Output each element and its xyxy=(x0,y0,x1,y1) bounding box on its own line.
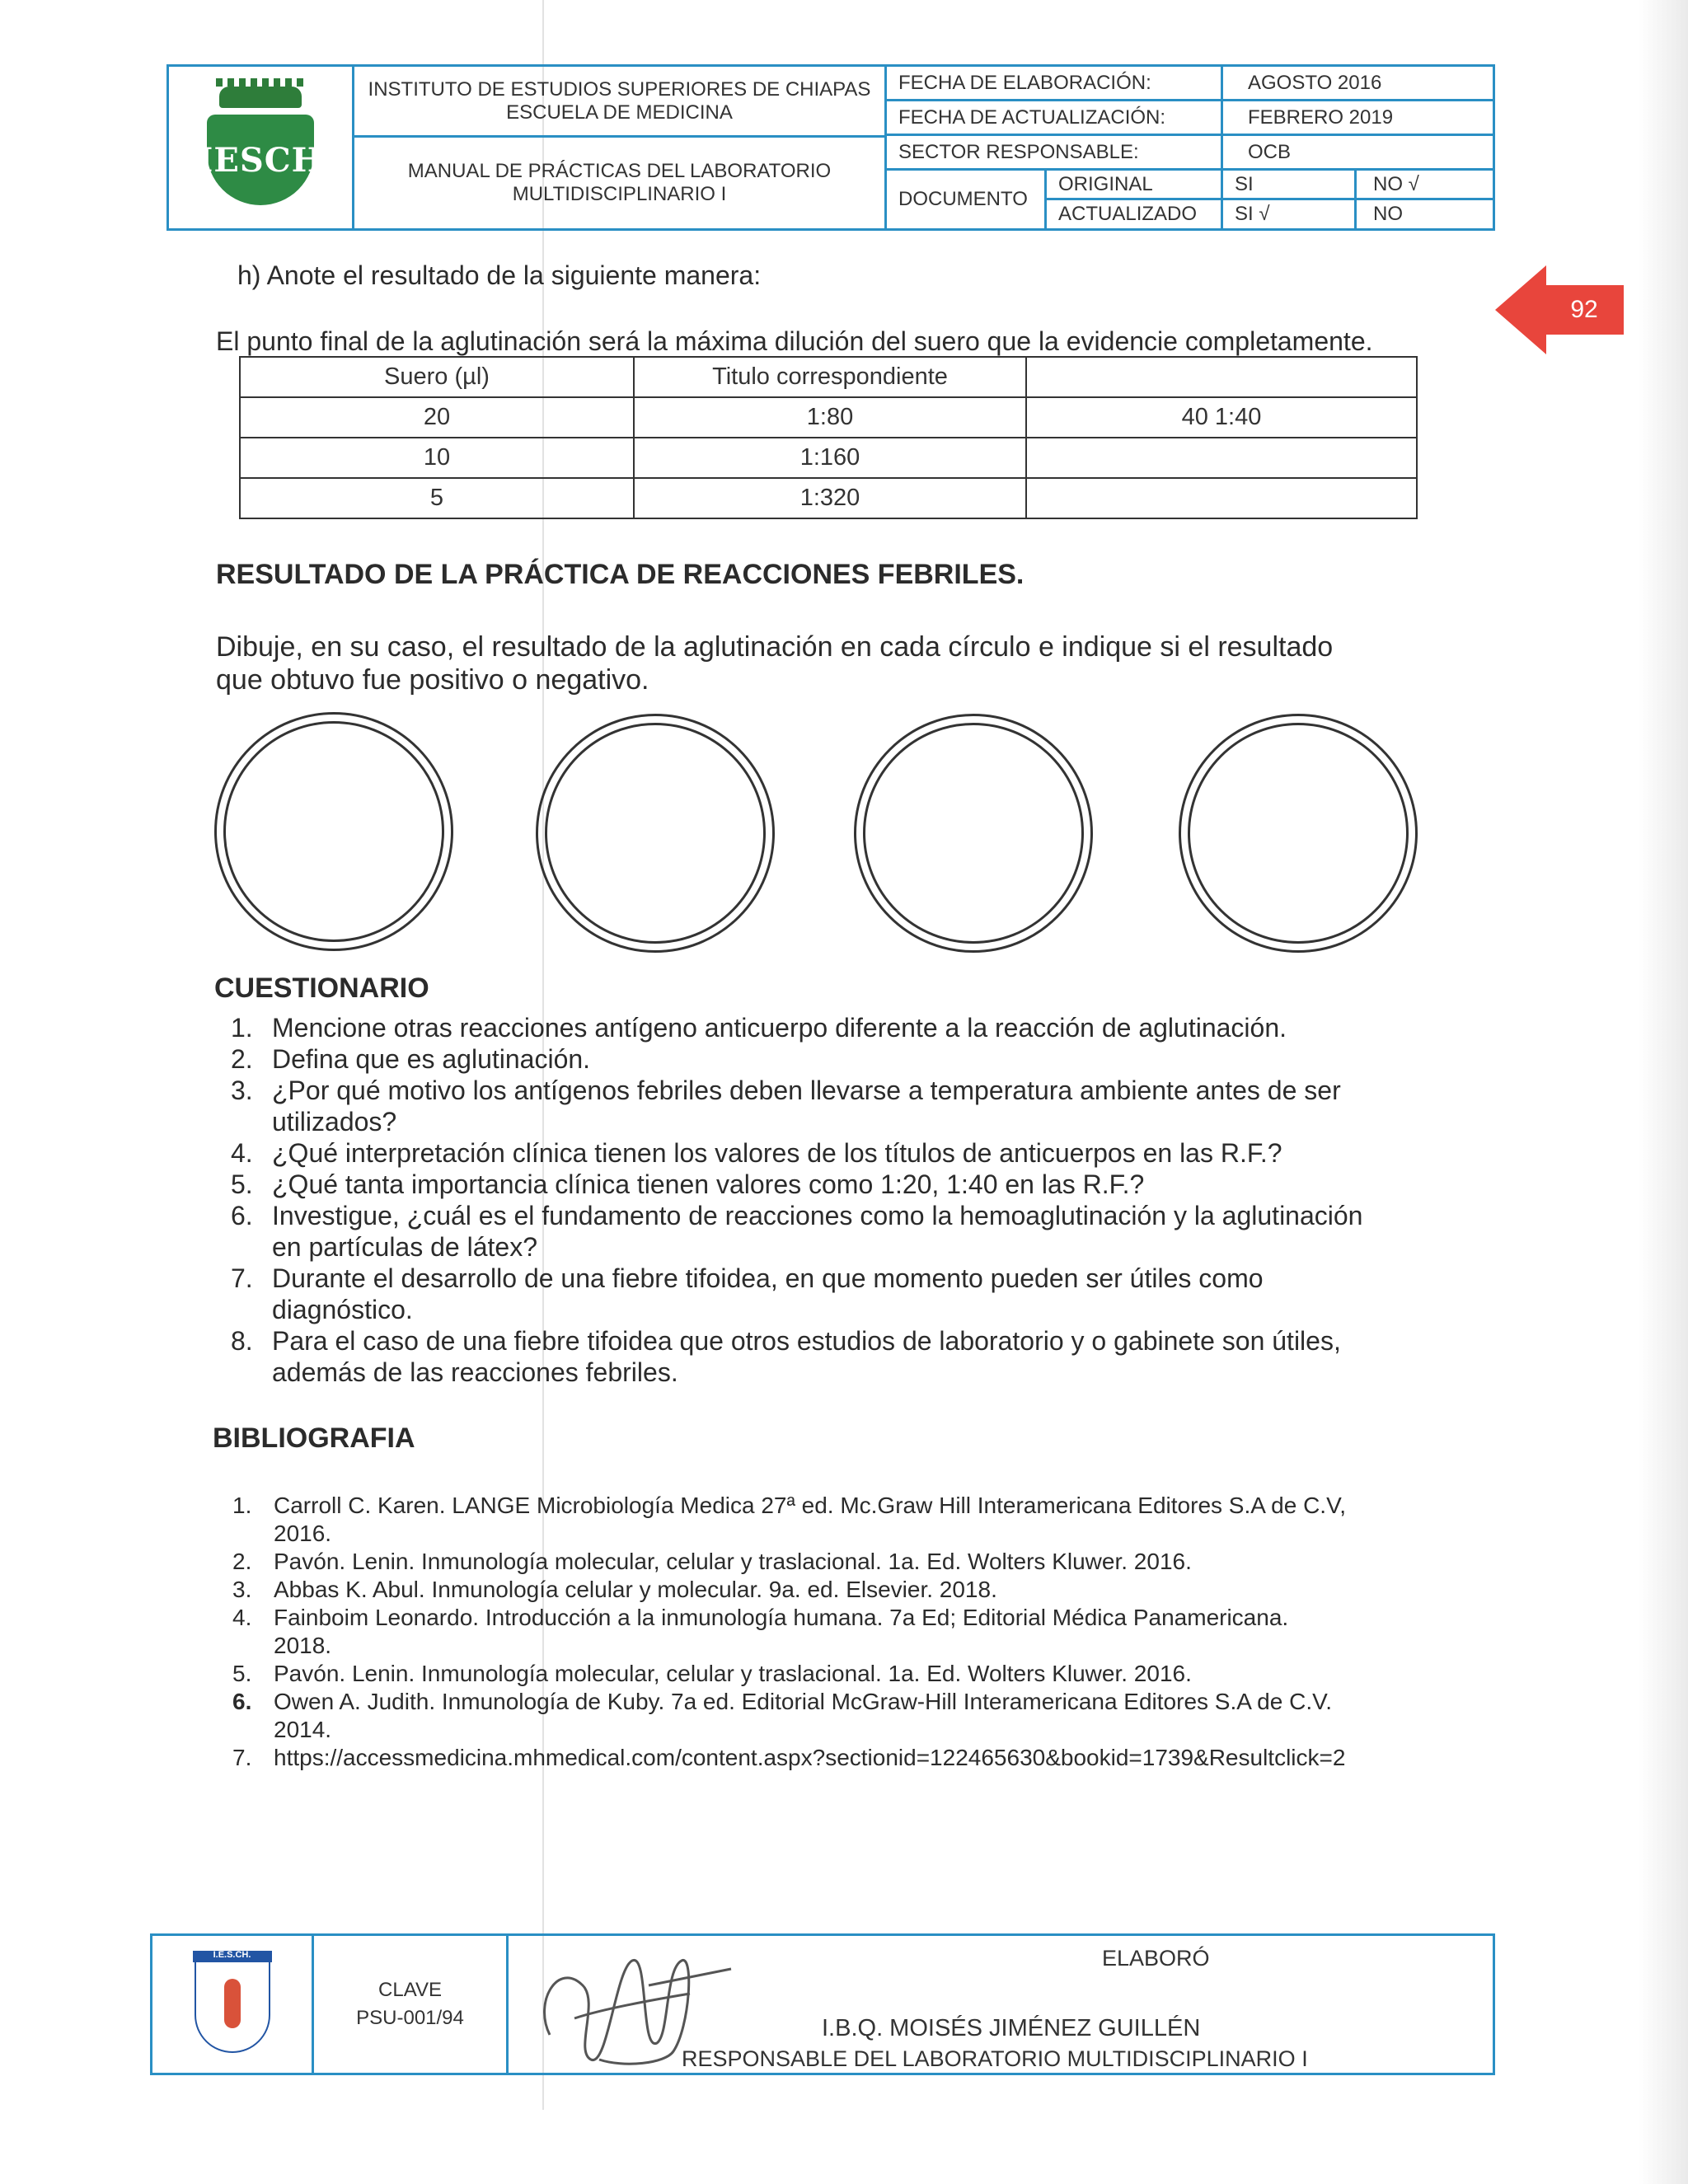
sector-label: SECTOR RESPONSABLE: xyxy=(887,136,1223,171)
original-si: SI xyxy=(1223,171,1357,200)
bibliografia-heading: BIBLIOGRAFIA xyxy=(213,1422,415,1454)
table-row xyxy=(240,397,1417,438)
original-label: ORIGINAL xyxy=(1047,171,1223,200)
reference-number: 5. xyxy=(232,1661,252,1686)
list-item xyxy=(214,1263,1434,1325)
cuestionario-heading: CUESTIONARIO xyxy=(214,972,429,1004)
table-cell: 1:80 xyxy=(634,397,1026,438)
footer-logo-cell xyxy=(152,1936,314,2073)
step-h: h) Anote el resultado de la siguiente manera: xyxy=(237,260,762,290)
table-row xyxy=(240,478,1417,518)
question-number: 8. xyxy=(231,1326,253,1356)
question-text: Durante el desarrollo de una fiebre tifoidea, en que momento pueden ser útiles como xyxy=(272,1263,1264,1293)
question-number: 7. xyxy=(231,1263,253,1293)
list-item xyxy=(216,1688,1436,1744)
arrow-left-icon xyxy=(1495,265,1546,354)
logo-text: IESCH xyxy=(197,140,324,180)
question-number: 2. xyxy=(231,1044,253,1074)
table-header-row xyxy=(240,357,1417,397)
table-header-cell: Titulo correspondiente xyxy=(634,357,1026,397)
list-item xyxy=(214,1012,1434,1043)
document-footer xyxy=(150,1933,1495,2075)
list-item xyxy=(216,1548,1436,1576)
drawing-circle[interactable] xyxy=(214,712,453,951)
actualizado-label: ACTUALIZADO xyxy=(1047,200,1223,228)
question-list xyxy=(214,1012,1434,1388)
original-no: NO √ xyxy=(1357,171,1493,200)
actualizado-si: SI √ xyxy=(1223,200,1357,228)
page-number-tab xyxy=(1495,265,1624,354)
question-text: utilizados? xyxy=(272,1107,397,1137)
table-cell: 20 xyxy=(240,397,634,438)
reference-number: 6. xyxy=(232,1689,252,1714)
page-number: 92 xyxy=(1545,285,1624,335)
question-text: ¿Qué tanta importancia clínica tienen valores como 1:20, 1:40 en las R.F.? xyxy=(272,1169,1145,1199)
drawing-circle[interactable] xyxy=(536,714,775,953)
table-cell: 1:160 xyxy=(634,438,1026,478)
question-text: Defina que es aglutinación. xyxy=(272,1044,591,1074)
question-text: Investigue, ¿cuál es el fundamento de reacciones como la hemoaglutinación y la aglutinación xyxy=(272,1201,1363,1230)
footer-logo-banner xyxy=(193,1951,272,1962)
list-item xyxy=(214,1075,1434,1137)
drawing-circle[interactable] xyxy=(854,714,1093,953)
question-text: Para el caso de una fiebre tifoidea que otros estudios de laboratorio y o gabinete son útiles, xyxy=(272,1326,1341,1356)
list-item xyxy=(214,1200,1434,1263)
documento-label: DOCUMENTO xyxy=(887,171,1047,228)
list-item xyxy=(216,1660,1436,1688)
dilution-table xyxy=(239,356,1418,519)
question-number: 5. xyxy=(231,1169,253,1199)
table-cell: 10 xyxy=(240,438,634,478)
result-instruction-line2: que obtuvo fue positivo o negativo. xyxy=(216,664,649,696)
reference-number: 3. xyxy=(232,1577,252,1602)
question-number: 1. xyxy=(231,1013,253,1043)
drawing-circle[interactable] xyxy=(1179,714,1418,953)
table-row xyxy=(240,438,1417,478)
fecha-elaboracion-label: FECHA DE ELABORACIÓN: xyxy=(887,67,1223,101)
list-item xyxy=(214,1325,1434,1388)
crown-icon xyxy=(219,87,302,108)
school-name: ESCUELA DE MEDICINA xyxy=(506,101,733,124)
table-cell xyxy=(1026,438,1417,478)
reference-text: 2014. xyxy=(274,1717,332,1742)
institute-name: INSTITUTO DE ESTUDIOS SUPERIORES DE CHIAPAS xyxy=(368,77,871,101)
elaboro-label: ELABORÓ xyxy=(1102,1946,1210,1971)
list-item xyxy=(216,1744,1436,1772)
institute-cell xyxy=(354,67,887,138)
question-text: diagnóstico. xyxy=(272,1295,413,1324)
question-number: 6. xyxy=(231,1201,253,1230)
table-cell xyxy=(1026,478,1417,518)
reference-number: 2. xyxy=(232,1549,252,1574)
figure-icon xyxy=(224,1979,241,2028)
document-header xyxy=(166,64,1495,231)
reference-number: 7. xyxy=(232,1745,252,1770)
manual-title-line2: MULTIDISCIPLINARIO I xyxy=(512,183,727,205)
reference-text: Abbas K. Abul. Inmunología celular y molecular. 9a. ed. Elsevier. 2018. xyxy=(274,1577,997,1602)
question-text: además de las reacciones febriles. xyxy=(272,1357,678,1387)
reference-text: Fainboim Leonardo. Introducción a la inmunología humana. 7a Ed; Editorial Médica Panamericana. xyxy=(274,1605,1289,1630)
responsible-role: RESPONSABLE DEL LABORATORIO MULTIDISCIPLINARIO I xyxy=(682,2046,1308,2071)
header-logo-cell xyxy=(169,67,354,228)
question-text: en partículas de látex? xyxy=(272,1232,537,1262)
sector-value: OCB xyxy=(1223,136,1493,171)
table-header-cell xyxy=(1026,357,1417,397)
table-cell: 5 xyxy=(240,478,634,518)
fecha-elaboracion-value: AGOSTO 2016 xyxy=(1223,67,1493,101)
result-heading: RESULTADO DE LA PRÁCTICA DE REACCIONES FEBRILES. xyxy=(216,559,1025,590)
reference-text: 2018. xyxy=(274,1633,332,1658)
scan-edge-shade xyxy=(1639,0,1688,2184)
question-number: 3. xyxy=(231,1076,253,1105)
iesch-logo xyxy=(199,82,322,213)
reference-number: 4. xyxy=(232,1605,252,1630)
table-cell: 1:320 xyxy=(634,478,1026,518)
list-item xyxy=(216,1604,1436,1660)
elaboro-cell xyxy=(509,1936,1493,2073)
list-item xyxy=(214,1137,1434,1169)
question-text: ¿Qué interpretación clínica tienen los valores de los títulos de anticuerpos en las R.F.? xyxy=(272,1138,1282,1168)
reference-text: Owen A. Judith. Inmunología de Kuby. 7a ed. Editorial McGraw-Hill Interamericana Editores S.A de C.V. xyxy=(274,1689,1332,1714)
reference-link[interactable]: https://accessmedicina.mhmedical.com/content.aspx?sectionid=122465630&bookid=1739&Resultclick=2 xyxy=(274,1745,1346,1770)
result-instruction-line1: Dibuje, en su caso, el resultado de la aglutinación en cada círculo e indique si el resultado xyxy=(216,631,1334,663)
footer-logo-text: I.E.S.CH. xyxy=(213,1950,251,1960)
list-item xyxy=(216,1576,1436,1604)
responsible-name: I.B.Q. MOISÉS JIMÉNEZ GUILLÉN xyxy=(822,2015,1201,2041)
clave-cell xyxy=(314,1936,509,2073)
fecha-actualizacion-label: FECHA DE ACTUALIZACIÓN: xyxy=(887,101,1223,136)
question-number: 4. xyxy=(231,1138,253,1168)
list-item xyxy=(214,1169,1434,1200)
table-header-cell: Suero (µl) xyxy=(240,357,634,397)
reference-number: 1. xyxy=(232,1493,252,1518)
fecha-actualizacion-value: FEBRERO 2019 xyxy=(1223,101,1493,136)
iesch-shield-logo xyxy=(191,1951,274,2058)
logo-shield xyxy=(197,115,324,205)
clave-label: CLAVE xyxy=(378,1979,442,2001)
reference-text: Pavón. Lenin. Inmunología molecular, celular y traslacional. 1a. Ed. Wolters Kluwer. 2016. xyxy=(274,1549,1192,1574)
clave-value: PSU-001/94 xyxy=(356,2007,464,2029)
list-item xyxy=(214,1043,1434,1075)
list-item xyxy=(216,1492,1436,1548)
reference-text: 2016. xyxy=(274,1521,332,1546)
manual-title-line1: MANUAL DE PRÁCTICAS DEL LABORATORIO xyxy=(407,160,832,182)
actualizado-no: NO xyxy=(1373,203,1403,225)
endpoint-intro: El punto final de la aglutinación será la máxima dilución del suero que la evidencie completamente. xyxy=(216,326,1373,356)
reference-text: Pavón. Lenin. Inmunología molecular, celular y traslacional. 1a. Ed. Wolters Kluwer. 2016. xyxy=(274,1661,1192,1686)
question-text: Mencione otras reacciones antígeno anticuerpo diferente a la reacción de aglutinación. xyxy=(272,1013,1287,1043)
manual-cell xyxy=(354,138,887,228)
reference-list xyxy=(216,1492,1436,1772)
question-text: ¿Por qué motivo los antígenos febriles deben llevarse a temperatura ambiente antes de ser xyxy=(272,1076,1341,1105)
table-cell: 40 1:40 xyxy=(1026,397,1417,438)
reference-text: Carroll C. Karen. LANGE Microbiología Medica 27ª ed. Mc.Graw Hill Interamericana Editores S.A de C.V, xyxy=(274,1493,1346,1518)
